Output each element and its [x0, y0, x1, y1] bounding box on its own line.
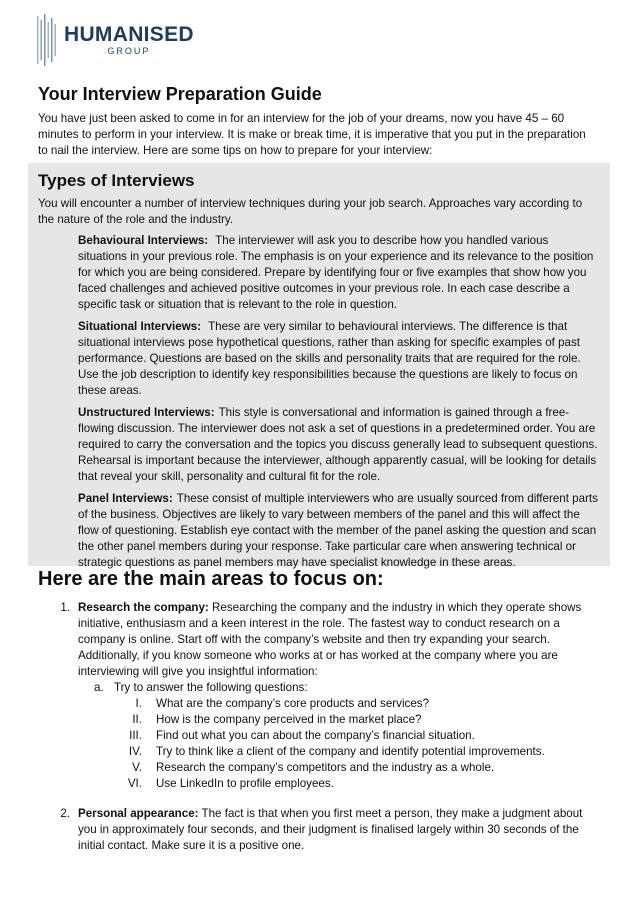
question-item [78, 728, 598, 744]
question-number: III. [129, 729, 142, 742]
type-item-situational [78, 319, 600, 399]
type-text: This style is conversational and information is gained through a free-flowing discussion. The interviewer does not ask a set of questions in a predetermined order. You are required to carry the conversation and the topics you discuss generally lead to subsequent questions. Rehearsal is important because the interviewer, although apparently casual, will be looking for details that reveal your skill, personality and cultural fit for the role. [78, 406, 598, 483]
question-text: Try to think like a client of the company and identify potential improvements. [156, 745, 545, 758]
logo-text [64, 24, 194, 56]
types-heading: Types of Interviews [38, 171, 195, 190]
question-number: II. [132, 713, 142, 726]
document-title: Your Interview Preparation Guide [38, 84, 322, 104]
focus-item-research [38, 600, 598, 792]
type-term: Situational Interviews: [78, 320, 202, 333]
question-item [78, 696, 598, 712]
question-text: What are the company’s core products and services? [156, 697, 430, 710]
item-term: Research the company: [78, 601, 209, 614]
sub-text: Try to answer the following questions: [114, 681, 308, 694]
focus-areas-heading: Here are the main areas to focus on: [38, 568, 384, 590]
types-intro: You will encounter a number of interview techniques during your job search. Approaches vary according to the nature of the role and the industry. [38, 197, 583, 226]
question-text: Research the company’s competitors and the industry as a whole. [156, 761, 495, 774]
item-body [78, 600, 598, 792]
focus-areas-list [38, 600, 598, 862]
question-number: V. [132, 761, 142, 774]
type-item-panel [78, 491, 600, 571]
type-text: These consist of multiple interviewers who are usually sourced from different parts of the business. Objectives are likely to vary between members of the panel and this will affect the flow of questioning. Establish eye contact with the member of the panel asking the question and scan the other panel members during your response. Take particular care when answering technical or strategic questions as panel members may have specialist knowledge in these areas. [78, 492, 598, 569]
focus-item-appearance [38, 806, 598, 854]
type-term: Unstructured Interviews: [78, 406, 215, 419]
type-term: Panel Interviews: [78, 492, 173, 505]
sub-letter: a. [94, 681, 104, 694]
question-text: Use LinkedIn to profile employees. [156, 777, 334, 790]
type-text: The interviewer will ask you to describe how you handled various situations in your previous role. The emphasis is on your experience and its relevance to the position for which you are being considered. Prepare by identifying four or five examples that show how you faced challenges and achieved positive outcomes in your previous role. In each case describe a specific task or situation that is relevant to the role in question. [78, 234, 594, 311]
type-item-behavioural [78, 233, 600, 313]
type-term: Behavioural Interviews: [78, 234, 209, 247]
logo-name: HUMANISED [64, 23, 194, 46]
item-body [78, 806, 598, 854]
logo-mark-icon [36, 14, 58, 66]
question-text: Find out what you can about the company’s financial situation. [156, 729, 475, 742]
question-item [78, 776, 598, 792]
question-item [78, 712, 598, 728]
item-text: The fact is that when you first meet a person, they make a judgment about you in approximately four seconds, and their judgment is finalised largely within 30 seconds of the initial contact. Make sure it is a positive one. [78, 807, 583, 852]
logo-sub: GROUP [107, 46, 151, 56]
types-list [78, 233, 600, 571]
question-item [78, 744, 598, 760]
question-item [78, 760, 598, 776]
intro-paragraph: You have just been asked to come in for an interview for the job of your dreams, now you have 45 – 60 minutes to perform in your interview. It is make or break time, it is imperative that you put in the preparation to nail the interview. Here are some tips on how to prepare for your interview: [38, 112, 586, 157]
item-number: 1. [60, 601, 70, 614]
item-paragraph [78, 600, 598, 680]
question-text: How is the company perceived in the market place? [156, 713, 422, 726]
question-number: IV. [128, 745, 142, 758]
company-logo [36, 14, 194, 66]
sub-item-a [94, 680, 598, 696]
type-item-unstructured [78, 405, 600, 485]
question-number: I. [135, 697, 142, 710]
item-text: Researching the company and the industry in which they operate shows initiative, enthusiasm and a keen interest in the role. The fastest way to conduct research on a company is online. Start off with the company’s website and then try expanding your search. Additionally, if you know someone who works at or has worked at the company where you are interviewing will give you insightful information: [78, 601, 582, 678]
item-number: 2. [60, 807, 70, 820]
type-text: These are very similar to behavioural interviews. The difference is that situational interviews pose hypothetical questions, rather than asking for specific examples of past performance. Questions are based on the skills and personality traits that are required for the role. Use the job description to identify key responsibilities because the questions are likely to focus on these areas. [78, 320, 581, 397]
item-paragraph [78, 806, 598, 854]
question-number: VI. [127, 777, 142, 790]
item-term: Personal appearance: [78, 807, 199, 820]
interview-types-section [28, 163, 610, 569]
